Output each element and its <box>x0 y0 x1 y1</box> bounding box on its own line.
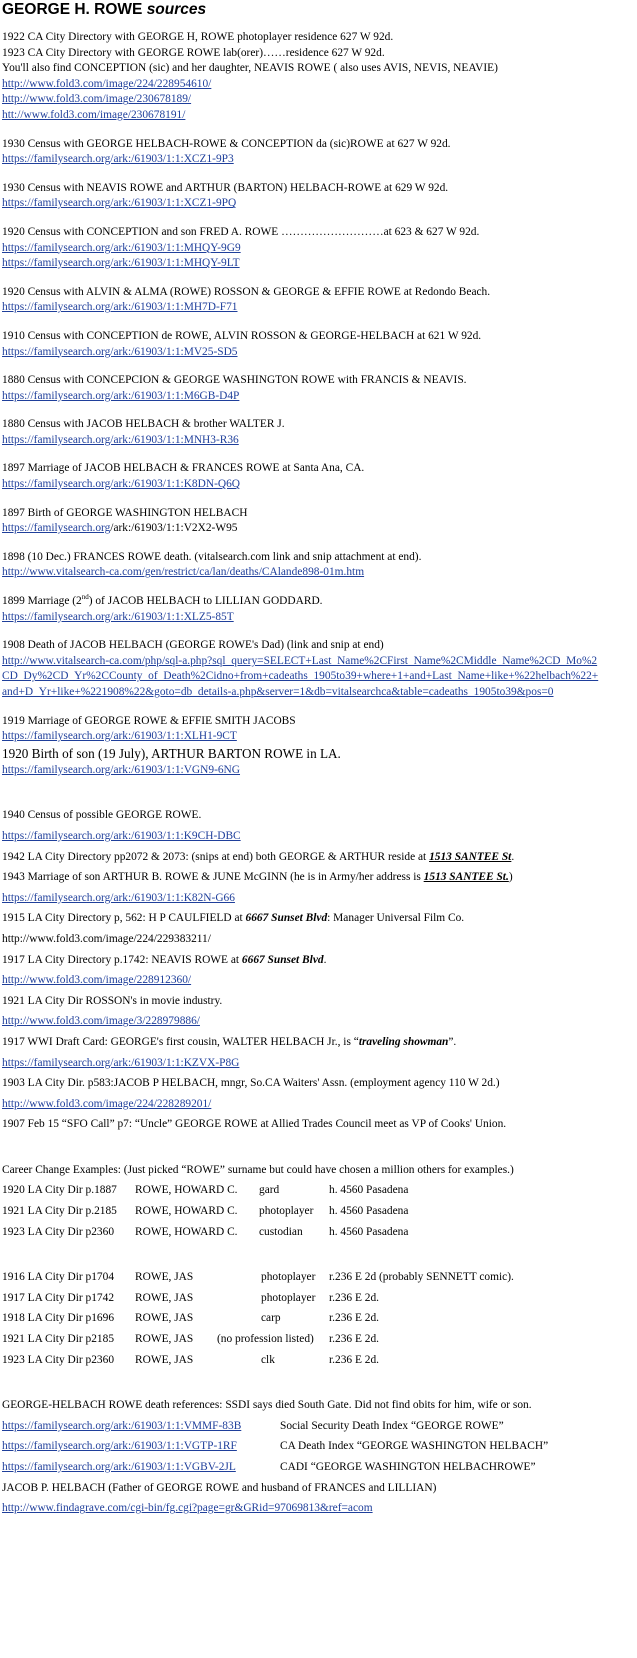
entry-1917-directory: 1917 LA City Directory p.1742: NEAVIS ROWE at 6667 Sunset Blvd. <box>2 953 327 966</box>
entry-1942-directory: 1942 LA City Directory pp2072 & 2073: (snips at end) both GEORGE & ARTHUR reside at 1513 SANTEE St. <box>2 850 515 863</box>
familysearch-link[interactable]: https://familysearch.org/ark:/61903/1:1:VGBV-2JL <box>2 1461 236 1473</box>
death-ref-row: https://familysearch.org/ark:/61903/1:1:VGBV-2JL CADI “GEORGE WASHINGTON HELBACHROWE” <box>2 1461 536 1473</box>
familysearch-link[interactable]: https://familysearch.org/ark:/61903/1:1:K9CH-DBC <box>2 829 241 842</box>
career-row-jas: 1917 LA City Dir p1742 ROWE, JAS photoplayer r.236 E 2d. <box>2 1291 379 1304</box>
entry-1880-census-jacob: 1880 Census with JACOB HELBACH & brother WALTER J. <box>2 418 285 431</box>
familysearch-link[interactable]: https://familysearch.org/ark:/61903/1:1:MH7D-F71 <box>2 301 238 314</box>
page-title: GEORGE H. ROWE sources <box>2 1 207 18</box>
familysearch-link[interactable]: https://familysearch.org/ark:/61903/1:1:M6GB-D4P <box>2 389 240 402</box>
entry-1897-marriage: 1897 Marriage of JACOB HELBACH & FRANCES ROWE at Santa Ana, CA. <box>2 462 365 475</box>
familysearch-link[interactable]: https://familysearch.org/ark:/61903/1:1:VGTP-1RF <box>2 1440 237 1453</box>
findagrave-link[interactable]: http://www.findagrave.com/cgi-bin/fg.cgi?page=gr&GRid=97069813&ref=acom <box>2 1502 373 1515</box>
career-row-jas: 1921 LA City Dir p2185 ROWE, JAS (no profession listed) r.236 E 2d. <box>2 1333 379 1346</box>
familysearch-link[interactable]: https://familysearch.org/ark:/61903/1:1:K8DN-Q6Q <box>2 478 241 491</box>
entry-1920-birth: 1920 Birth of son (19 July), ARTHUR BARTON ROWE in LA. <box>2 745 341 761</box>
career-row-howard: 1923 LA City Dir p2360 ROWE, HOWARD C. custodian h. 4560 Pasadena <box>2 1225 409 1238</box>
jacob-helbach-note: JACOB P. HELBACH (Father of GEORGE ROWE and husband of FRANCES and LILLIAN) <box>2 1481 437 1494</box>
familysearch-link[interactable]: https://familysearch.org/ark:/61903/1:1:MNH3-R36 <box>2 433 239 446</box>
entry-1910-census: 1910 Census with CONCEPTION de ROWE, ALVIN ROSSON & GEORGE-HELBACH at 621 W 92d. <box>2 329 482 342</box>
entry-1920-census-conception: 1920 Census with CONCEPTION and son FRED A. ROWE ………………………at 623 & 627 W 92d. <box>2 225 480 238</box>
career-row-howard: 1921 LA City Dir p.2185 ROWE, HOWARD C. photoplayer h. 4560 Pasadena <box>2 1205 409 1218</box>
familysearch-link[interactable]: https://familysearch.org/ark:/61903/1:1:KZVX-P8G <box>2 1056 240 1069</box>
fold3-link-3[interactable]: htt://www.fold3.com/image/230678191/ <box>2 108 186 121</box>
career-row-jas: 1923 LA City Dir p2360 ROWE, JAS clk r.236 E 2d. <box>2 1353 379 1366</box>
entry-1880-census-concepcion: 1880 Census with CONCEPCION & GEORGE WASHINGTON ROWE with FRANCIS & NEAVIS. <box>2 374 467 387</box>
career-intro: Career Change Examples: (Just picked “ROWE” surname but could have chosen a million others for examples.) <box>2 1163 514 1176</box>
entry-1919-marriage: 1919 Marriage of GEORGE ROWE & EFFIE SMITH JACOBS <box>2 714 296 727</box>
entry-1943-marriage: 1943 Marriage of son ARTHUR B. ROWE & JUNE McGINN (he is in Army/her address is 1513 SANTEE St.) <box>2 871 513 884</box>
entry-1922-directory: 1922 CA City Directory with GEORGE H, ROWE photoplayer residence 627 W 92d. <box>2 31 394 43</box>
entry-1920-census-rosson: 1920 Census with ALVIN & ALMA (ROWE) ROSSON & GEORGE & EFFIE ROWE at Redondo Beach. <box>2 285 491 298</box>
entry-1908-death: 1908 Death of JACOB HELBACH (GEORGE ROWE's Dad) (link and snip at end) <box>2 639 384 652</box>
vitalsearch-link[interactable]: http://www.vitalsearch-ca.com/gen/restrict/ca/lan/deaths/CAlande898-01m.htm <box>2 566 365 579</box>
familysearch-link[interactable]: https://familysearch.org/ark:/61903/1:1:MHQY-9G9 <box>2 241 241 254</box>
career-row-jas: 1918 LA City Dir p1696 ROWE, JAS carp r.236 E 2d. <box>2 1312 379 1325</box>
familysearch-path: /ark:/61903/1:1:V2X2-W95 <box>110 522 238 535</box>
career-row-howard: 1920 LA City Dir p.1887 ROWE, HOWARD C. gard h. 4560 Pasadena <box>2 1184 409 1197</box>
fold3-url-text[interactable]: http://www.fold3.com/image/224/229383211/ <box>2 932 211 945</box>
entry-1930-census-george: 1930 Census with GEORGE HELBACH-ROWE & CONCEPTION da (sic)ROWE at 627 W 92d. <box>2 137 451 150</box>
fold3-link[interactable]: http://www.fold3.com/image/224/228289201/ <box>2 1097 212 1110</box>
familysearch-link[interactable]: https://familysearch.org/ark:/61903/1:1:XCZ1-9PQ <box>2 197 237 210</box>
vitalsearch-query-link[interactable]: http://www.vitalsearch-ca.com/php/sql-a.php?sql_query=SELECT+Last_Name%2CFirst_Name%2CMiddle_Name%2CD_Mo%2CD_Dy%2CD_Yr%2CCounty_of_Death%2Cidno+from+cadeaths_1905to39+where+1+and+Last_Name+like+%22helbach%22+and+D_Yr+like+%221908%22&goto=db_details-a.php&server=1&db=vitalsearchca&table=cadeaths_1905to39&pos=0 <box>2 654 599 698</box>
fold3-link[interactable]: http://www.fold3.com/image/3/228979886/ <box>2 1015 200 1028</box>
death-ref-row: https://familysearch.org/ark:/61903/1:1:VGTP-1RF CA Death Index “GEORGE WASHINGTON HELBACH” <box>2 1440 549 1453</box>
fold3-link[interactable]: http://www.fold3.com/image/228912360/ <box>2 974 192 987</box>
entry-1940-census: 1940 Census of possible GEORGE ROWE. <box>2 809 202 822</box>
familysearch-link[interactable]: https://familysearch.org <box>2 522 111 535</box>
entry-1898-death: 1898 (10 Dec.) FRANCES ROWE death. (vitalsearch.com link and snip attachment at end). <box>2 550 422 563</box>
entry-1897-birth: 1897 Birth of GEORGE WASHINGTON HELBACH <box>2 506 248 519</box>
entry-1907-sfo-call: 1907 Feb 15 “SFO Call” p7: “Uncle” GEORGE ROWE at Allied Trades Council meet as VP of Cooks' Union. <box>2 1118 507 1131</box>
entry-1903-directory: 1903 LA City Dir. p583:JACOB P HELBACH, mngr, So.CA Waiters' Assn. (employment agency 110 W 2d.) <box>2 1077 500 1090</box>
entry-1917-draft-card: 1917 WWI Draft Card: GEORGE's first cousin, WALTER HELBACH Jr., is “traveling showman”. <box>2 1035 457 1048</box>
entry-conception-note: You'll also find CONCEPTION (sic) and her daughter, NEAVIS ROWE ( also uses AVIS, NEVIS, NEAVIE) <box>2 62 498 75</box>
familysearch-link[interactable]: https://familysearch.org/ark:/61903/1:1:XLZ5-85T <box>2 610 234 623</box>
familysearch-link[interactable]: https://familysearch.org/ark:/61903/1:1:XLH1-9CT <box>2 730 237 743</box>
familysearch-link[interactable]: https://familysearch.org/ark:/61903/1:1:MHQY-9LT <box>2 257 240 270</box>
entry-1921-directory: 1921 LA City Dir ROSSON's in movie industry. <box>2 994 223 1007</box>
familysearch-link[interactable]: https://familysearch.org/ark:/61903/1:1:VMMF-83B <box>2 1419 242 1432</box>
familysearch-link[interactable]: https://familysearch.org/ark:/61903/1:1:XCZ1-9P3 <box>2 153 234 166</box>
death-refs-intro: GEORGE-HELBACH ROWE death references: SSDI says died South Gate. Did not find obits for him, wife or son. <box>2 1399 532 1412</box>
entry-1899-marriage: 1899 Marriage (2nd) of JACOB HELBACH to LILLIAN GODDARD. <box>2 593 323 608</box>
fold3-link-2[interactable]: http://www.fold3.com/image/230678189/ <box>2 93 192 106</box>
death-ref-row: https://familysearch.org/ark:/61903/1:1:VMMF-83B Social Security Death Index “GEORGE ROWE” <box>2 1419 504 1432</box>
entry-1915-directory: 1915 LA City Directory p, 562: H P CAULFIELD at 6667 Sunset Blvd: Manager Universal Film Co. <box>2 912 465 925</box>
entry-1930-census-neavis: 1930 Census with NEAVIS ROWE and ARTHUR (BARTON) HELBACH-ROWE at 629 W 92d. <box>2 181 449 194</box>
familysearch-link[interactable]: https://familysearch.org/ark:/61903/1:1:MV25-SD5 <box>2 345 238 358</box>
familysearch-link[interactable]: https://familysearch.org/ark:/61903/1:1:K82N-G66 <box>2 891 235 904</box>
career-row-jas: 1916 LA City Dir p1704 ROWE, JAS photoplayer r.236 E 2d (probably SENNETT comic). <box>2 1271 514 1284</box>
fold3-link-1[interactable]: http://www.fold3.com/image/224/228954610/ <box>2 77 212 90</box>
familysearch-link[interactable]: https://familysearch.org/ark:/61903/1:1:VGN9-6NG <box>2 763 241 776</box>
entry-1923-directory: 1923 CA City Directory with GEORGE ROWE lab(orer)……residence 627 W 92d. <box>2 46 385 59</box>
